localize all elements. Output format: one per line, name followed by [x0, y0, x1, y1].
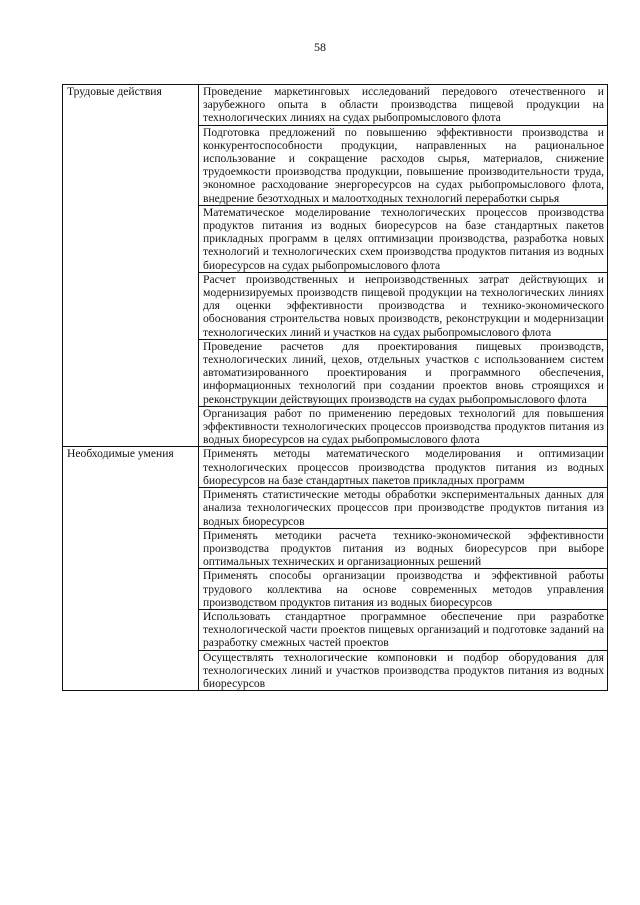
table-cell: Математическое моделирование технологических процессов производства продуктов питания из водных биоресурсов на базе стандартных пакетов прикладных программ в целях оптимизации производства, разработка новых технологий и технологических схем производства продуктов питания из водных биоресурсов на судах рыбопромыслового флота	[199, 205, 608, 272]
table-row	[63, 447, 608, 488]
section-label-required-skills: Необходимые умения	[63, 447, 199, 691]
page-number: 58	[314, 40, 326, 54]
table-cell: Применять методики расчета технико-экономической эффективности производства продуктов питания из водных биоресурсов при выборе оптимальных технических и организационных решений	[199, 528, 608, 569]
table-cell: Проведение маркетинговых исследований передового отечественного и зарубежного опыта в области производства пищевой продукции на технологических линиях на судах рыбопромыслового флота	[199, 85, 608, 126]
table-row	[63, 85, 608, 126]
section-label-labor-actions: Трудовые действия	[63, 85, 199, 447]
table-cell: Использовать стандартное программное обеспечение при разработке технологической части проектов пищевых организаций и подготовке заданий на разработку смежных частей проектов	[199, 609, 608, 650]
table-cell: Организация работ по применению передовых технологий для повышения эффективности технологических процессов производства продуктов питания из водных биоресурсов на судах рыбопромыслового флота	[199, 406, 608, 447]
table-cell: Применять статистические методы обработки экспериментальных данных для анализа технологических процессов при производстве продуктов питания из водных биоресурсов	[199, 488, 608, 529]
table-cell: Подготовка предложений по повышению эффективности производства и конкурентоспособности продукции, направленных на рациональное использование и сокращение расходов сырья, материалов, снижение трудоемкости производства продукции, повышение производительности труда, экономное расходование энергоресурсов на судах рыбопромыслового флота, внедрение безотходных и малоотходных технологий переработки сырья	[199, 125, 608, 205]
table-cell: Расчет производственных и непроизводственных затрат действующих и модернизируемых производств пищевой продукции на технологических линиях для оценки эффективности производства и технико-экономического обоснования строительства новых производств, реконструкции и модернизации технологических линий и участков на судах рыбопромыслового флота	[199, 272, 608, 339]
table-cell: Осуществлять технологические компоновки и подбор оборудования для технологических линий и участков производства продуктов питания из водных биоресурсов	[199, 650, 608, 691]
table-cell: Применять методы математического моделирования и оптимизации технологических процессов производства продуктов питания из водных биоресурсов на базе стандартных пакетов прикладных программ	[199, 447, 608, 488]
table-cell: Применять способы организации производства и эффективной работы трудового коллектива на основе современных методов управления производством продуктов питания из водных биоресурсов	[199, 569, 608, 610]
requirements-table	[62, 84, 608, 691]
table-cell: Проведение расчетов для проектирования пищевых производств, технологических линий, цехов, отдельных участков с использованием систем автоматизированного проектирования и программного обеспечения, информационных технологий при создании проектов вновь строящихся и реконструкции действующих производств на судах рыбопромыслового флота	[199, 339, 608, 406]
